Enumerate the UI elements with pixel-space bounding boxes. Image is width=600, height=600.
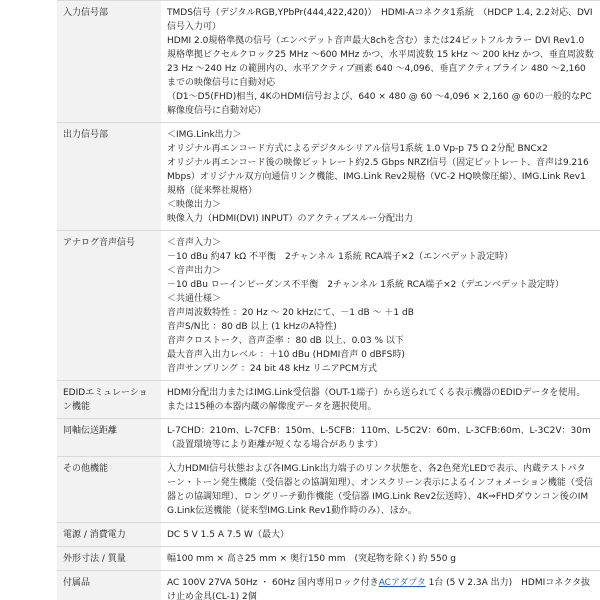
table-row: [57, 381, 600, 419]
row-label: 入力信号部: [57, 1, 161, 123]
row-label: 同軸伝送距離: [57, 419, 161, 457]
value-line: 音声クロストーク、音声歪率 ：80 dB 以上、0.03 % 以下: [167, 336, 404, 346]
value-line: L-7CHD：210m、L-7CFB：150m、L-5CFB：110m、L-5C2V：60m、L-3CFB:60m、L-3C2V：30m（設置環境等により距離が短くなる場合があります）: [167, 426, 591, 450]
row-label: その他機能: [57, 457, 161, 523]
accessory-text-before: AC 100V 27VA 50Hz ・ 60Hz 国内専用ロック付き: [167, 578, 379, 588]
table-row: [57, 547, 600, 571]
value-line: 音声S/N比 ：80 dB 以上 (1 kHzのA特性): [167, 322, 337, 332]
row-value: [161, 523, 600, 547]
value-line: オリジナル再エンコード方式によるデジタルシリアル信号1系統 1.0 Vp-p 75 Ω 2分配 BNCx2: [167, 144, 548, 154]
table-row: [57, 123, 600, 231]
value-line: ＜IMG.Link出力＞: [167, 130, 242, 140]
row-label: アナログ音声信号: [57, 231, 161, 381]
spec-table-body: [57, 1, 600, 571]
value-line: TMDS信号（デジタルRGB,YPbPr(444,422,420)） HDMI-Aコネクタ1系統 （HDCP 1.4, 2.2対応、DVI信号入力可）: [167, 8, 593, 32]
value-line: －10 dBu ローインピーダンス不平衡 2チャンネル 1系統 RCA端子×2（デエンベデット設定時）: [167, 280, 564, 290]
row-value: [161, 1, 600, 123]
row-value: [161, 571, 600, 600]
table-row: [57, 419, 600, 457]
row-value: [161, 457, 600, 523]
row-label: 出力信号部: [57, 123, 161, 231]
value-line: 音声サンプリング ：24 bit 48 kHz リニアPCM方式: [167, 364, 377, 374]
value-line: DC 5 V 1.5 A 7.5 W（最大）: [167, 530, 289, 540]
value-line: ＜共通仕様＞: [167, 294, 222, 304]
value-line: HDMI分配出力またはIMG.Link受信器（OUT-1端子）から送られてくる表示機器のEDIDデータを使用。: [167, 388, 586, 398]
value-line: オリジナル再エンコード後の映像ビットレート約2.5 Gbps NRZI信号（固定ビットレート、音声は9.216 Mbps）オリジナル双方向通信リンク機能、IMG.Link Rev2規格（VC-2 HQ映像圧縮）、IMG.Link Rev1規格（従来弊社規格）: [167, 158, 589, 196]
value-line: ＜音声入力＞: [167, 238, 222, 248]
row-value: [161, 547, 600, 571]
value-line: 音声周波数特性 ：20 Hz ～ 20 kHzにて、－1 dB ～ ＋1 dB: [167, 308, 414, 318]
row-label: 電源 / 消費電力: [57, 523, 161, 547]
value-line: －10 dBu 約47 kΩ 不平衡 2チャンネル 1系統 RCA端子×2（エンベデット設定時）: [167, 252, 513, 262]
value-line: 最大音声入出力レベル ：＋10 dBu (HDMI音声 0 dBFS時): [167, 350, 405, 360]
value-line: または15種の本器内蔵の解像度データを選択使用。: [167, 402, 377, 412]
accessory-text-after: 1台 (5 V 2.3A 出力) HDMIコネクタ抜け止め金具(CL-1) 2個: [167, 578, 591, 600]
spec-accessory-body: [57, 571, 600, 600]
table-row: [57, 457, 600, 523]
table-row: [57, 231, 600, 381]
ac-adapter-link[interactable]: ACアダプタ: [378, 578, 426, 588]
row-label: EDIDエミュレーション機能: [57, 381, 161, 419]
value-line: HDMI 2.0規格準拠の信号（エンベデット音声最大8chを含む）または24ビットフルカラー DVI Rev1.0 規格準拠ピクセルクロック25 MHz ～600 MHz かつ、水平周波数 15 kHz ～ 200 kHz かつ、垂直周波数 23 Hz ～240 Hz の範囲内の、水平アクティブ画素 640 ～4,096、垂直アクティブライン 480 ～2,160までの映像信号に自動対応: [167, 36, 594, 88]
value-line: 幅100 mm × 高さ25 mm × 奥行150 mm (突起物を除く) 約 550 g: [167, 554, 457, 564]
row-value: [161, 231, 600, 381]
value-line: 入力HDMI信号状態および各IMG.Link出力端子のリンク状態を、各2色発光LEDで表示、内蔵テストパターン・トーン発生機能（受信器との協調知理）、オンスクリーン表示によるインフォメーション機能（受信器との協調知理）、ロングリーチ動作機能（受信器 IMG.Link Rev2伝送時）、4K⇒FHDダウンコン後のIMG.Link伝送機能（従来型IMG.Link Rev1動作時のみ）、ほか。: [167, 464, 593, 516]
value-line: 映像入力（HDMI(DVI) INPUT）のアクティブスルー分配出力: [167, 214, 414, 224]
value-line: （D1～D5(FHD)相当, 4KのHDMI信号および、640 × 480 @ 60 ～4,096 × 2,160 @ 60の一般的なPC解像度信号に自動対応）: [167, 92, 592, 116]
row-value: [161, 381, 600, 419]
table-row: [57, 523, 600, 547]
row-value: [161, 419, 600, 457]
table-row: [57, 571, 600, 600]
value-line: ＜映像出力＞: [167, 200, 222, 210]
row-label: 付属品: [57, 571, 161, 600]
row-value: [161, 123, 600, 231]
value-line: ＜音声出力＞: [167, 266, 222, 276]
spec-table: [57, 0, 600, 600]
row-label: 外形寸法 / 質量: [57, 547, 161, 571]
table-row: [57, 1, 600, 123]
